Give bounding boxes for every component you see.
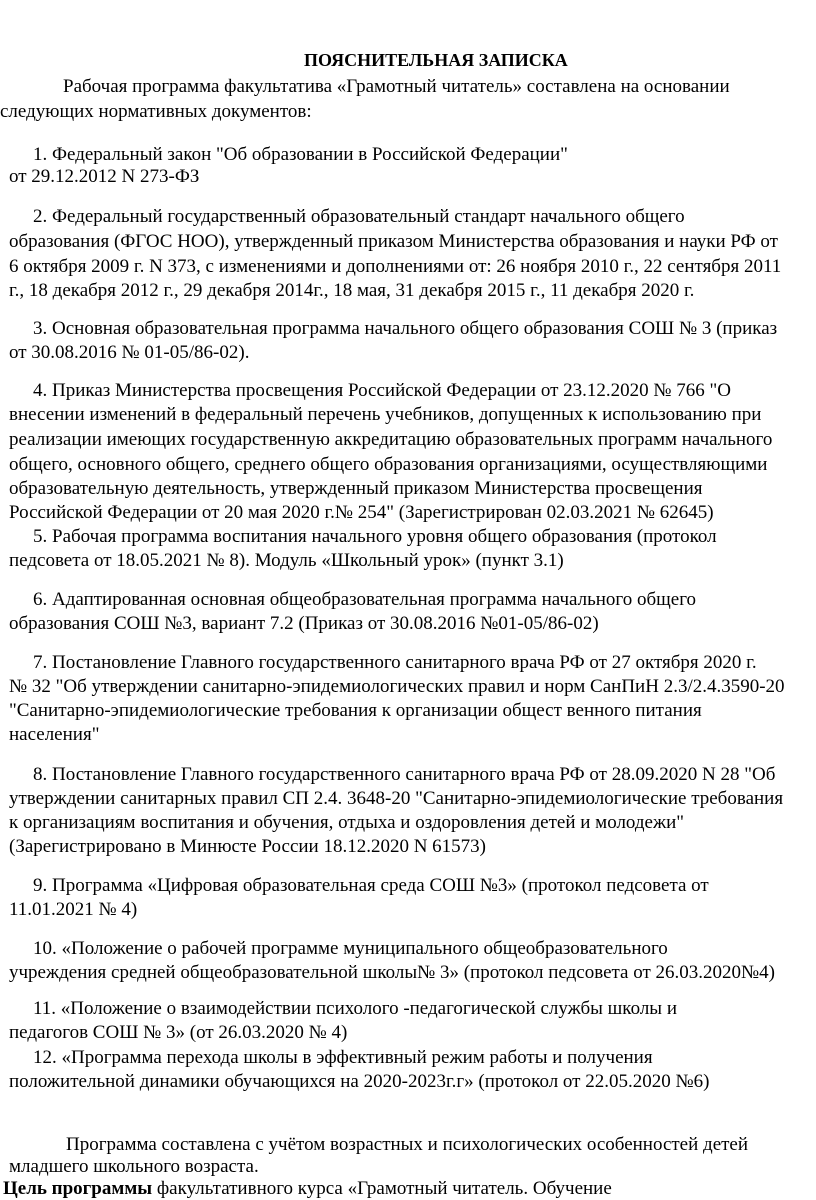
list-item-4-line: общего, основного общего, среднего общего образования организациями, осуществляющими: [9, 454, 768, 475]
page-title: ПОЯСНИТЕЛЬНАЯ ЗАПИСКА: [304, 50, 568, 70]
list-item-3-line: от 30.08.2016 № 01-05/86-02).: [9, 342, 250, 363]
list-item-2-line: 2. Федеральный государственный образовательный стандарт начального общего: [33, 206, 685, 227]
list-item-2-line: 6 октября 2009 г. N 373, с изменениями и дополнениями от: 26 ноября 2010 г., 22 сентября 2011: [9, 256, 782, 277]
list-item-10-line: 10. «Положение о рабочей программе муниципального общеобразовательного: [33, 938, 668, 959]
list-item-7-line: "Санитарно-эпидемиологические требования к организации общест венного питания: [9, 700, 702, 721]
list-item-8-line: утверждении санитарных правил СП 2.4. 3648-20 "Санитарно-эпидемиологические требования: [9, 788, 784, 809]
list-item-6-line: образования СОШ №3, вариант 7.2 (Приказ от 30.08.2016 №01-05/86-02): [9, 613, 599, 634]
list-item-7-line: населения": [9, 724, 100, 745]
list-item-12-line: положительной динамики обучающихся на 2020-2023г.г» (протокол от 22.05.2020 №6): [9, 1071, 710, 1092]
intro-line: Рабочая программа факультатива «Грамотный читатель» составлена на основании: [63, 76, 730, 97]
list-item-4-line: 4. Приказ Министерства просвещения Российской Федерации от 23.12.2020 № 766 "О: [33, 380, 732, 401]
goal-label: Цель программы: [3, 1178, 153, 1199]
list-item-8-line: 8. Постановление Главного государственного санитарного врача РФ от 28.09.2020 N 28 "Об: [33, 764, 776, 785]
list-item-2-line: г., 18 декабря 2012 г., 29 декабря 2014г., 18 мая, 31 декабря 2015 г., 11 декабря 2020 г.: [9, 280, 695, 301]
list-item-11-line: педагогов СОШ № 3» (от 26.03.2020 № 4): [9, 1022, 348, 1043]
list-item-3-line: 3. Основная образовательная программа начального общего образования СОШ № 3 (приказ: [33, 318, 778, 339]
list-item-9-line: 9. Программа «Цифровая образовательная среда СОШ №3» (протокол педсовета от: [33, 875, 709, 896]
list-item-12-line: 12. «Программа перехода школы в эффективный режим работы и получения: [33, 1047, 653, 1068]
list-item-11-line: 11. «Положение о взаимодействии психолого -педагогической службы школы и: [33, 998, 677, 1019]
goal-line: [3, 1178, 612, 1200]
list-item-1-line: от 29.12.2012 N 273-ФЗ: [9, 166, 200, 187]
intro-line: следующих нормативных документов:: [0, 101, 312, 122]
list-item-9-line: 11.01.2021 № 4): [9, 899, 138, 920]
list-item-7-line: № 32 "Об утверждении санитарно-эпидемиологических правил и норм СанПиН 2.3/2.4.3590-20: [9, 676, 785, 697]
list-item-5-line: педсовета от 18.05.2021 № 8). Модуль «Школьный урок» (пункт 3.1): [9, 550, 564, 571]
list-item-7-line: 7. Постановление Главного государственного санитарного врача РФ от 27 октября 2020 г.: [33, 652, 757, 673]
list-item-6-line: 6. Адаптированная основная общеобразовательная программа начального общего: [33, 589, 697, 610]
list-item-4-line: образовательную деятельность, утвержденный приказом Министерства просвещения: [9, 478, 703, 499]
list-item-8-line: к организациям воспитания и обучения, отдыха и оздоровления детей и молодежи": [9, 812, 685, 833]
closing-line: Программа составлена с учётом возрастных и психологических особенностей детей: [66, 1134, 749, 1155]
list-item-4-line: реализации имеющих государственную аккредитацию образовательных программ начального: [9, 429, 773, 450]
list-item-5-line: 5. Рабочая программа воспитания начального уровня общего образования (протокол: [33, 526, 717, 547]
list-item-4-line: Российской Федерации от 20 мая 2020 г.№ 254" (Зарегистрирован 02.03.2021 № 62645): [9, 502, 714, 523]
closing-line: младшего школьного возраста.: [9, 1156, 259, 1177]
list-item-4-line: внесении изменений в федеральный перечень учебников, допущенных к использованию при: [9, 404, 762, 425]
list-item-8-line: (Зарегистрировано в Минюсте России 18.12.2020 N 61573): [9, 836, 487, 857]
list-item-1-line: 1. Федеральный закон "Об образовании в Российской Федерации": [33, 144, 568, 165]
list-item-2-line: образования (ФГОС НОО), утвержденный приказом Министерства образования и науки РФ от: [9, 231, 778, 252]
list-item-10-line: учреждения средней общеобразовательной школы№ 3» (протокол педсовета от 26.03.2020№4): [9, 962, 775, 983]
goal-text: факультативного курса «Грамотный читатель. Обучение: [152, 1178, 612, 1199]
